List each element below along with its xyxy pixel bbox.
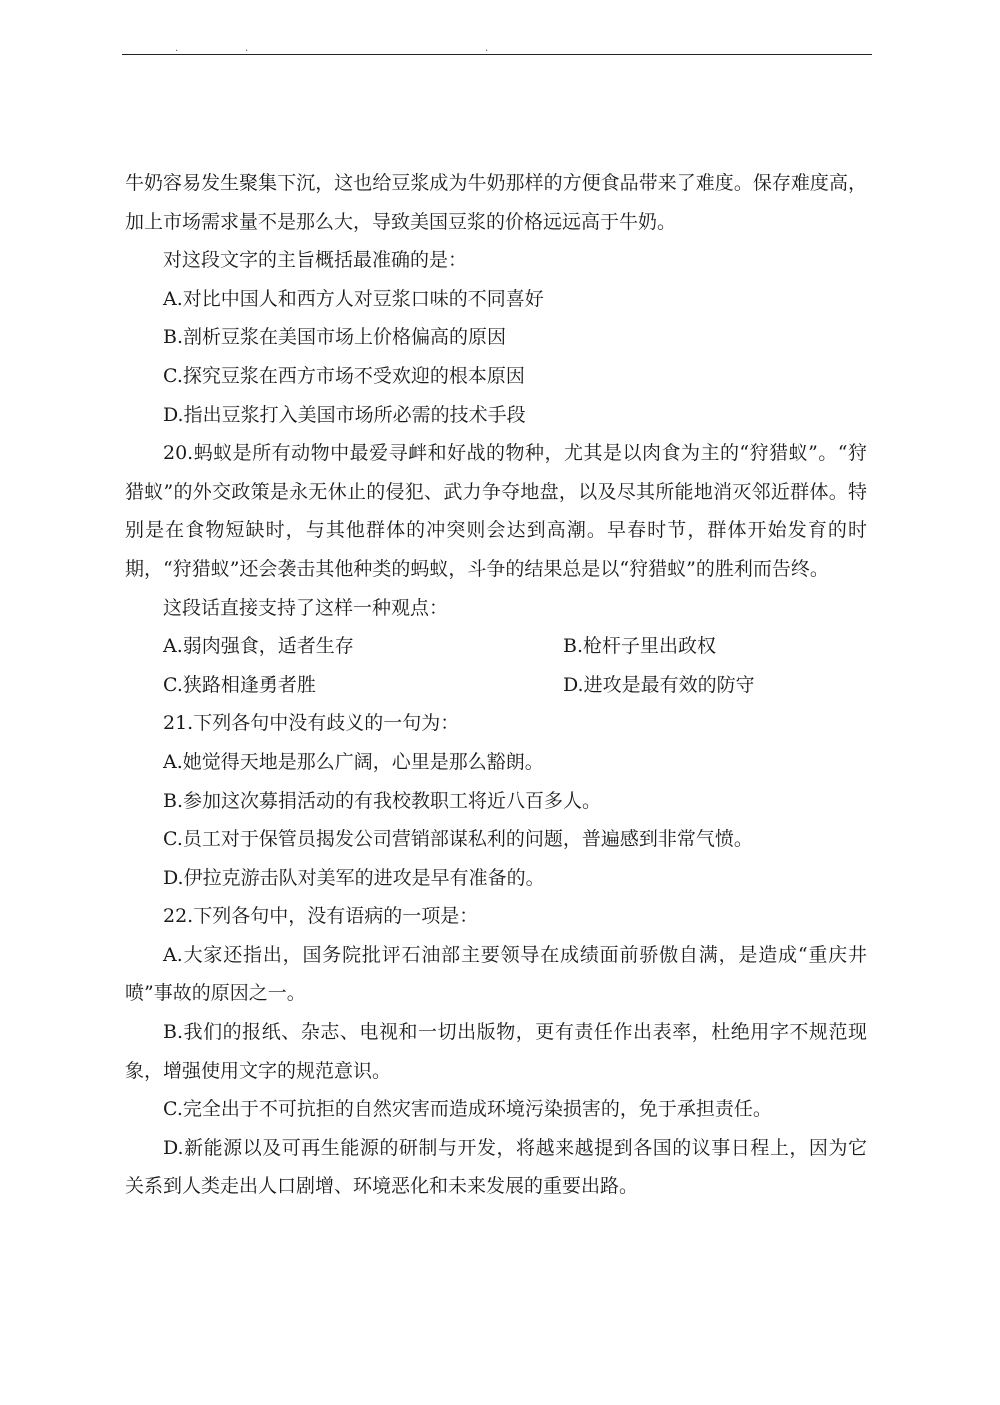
header-mark: . [175,43,179,54]
question-21-option-d: D.伊拉克游击队对美军的进攻是早有准备的。 [163,866,545,889]
question-20-option-b: B.枪杆子里出政权 [563,635,717,658]
question-22-option-d: D.新能源以及可再生能源的研制与开发，将越来越提到各国的议事日程上，因为它关系到人类走出人口剧增、环境恶化和未来发展的重要出路。 [125,1136,867,1198]
question-21-option-a: A.她觉得天地是那么广阔，心里是那么豁朗。 [163,750,544,773]
question-19-prompt: 对这段文字的主旨概括最准确的是： [163,249,468,272]
question-21-option-c: C.员工对于保管员揭发公司营销部谋私利的问题，普遍感到非常气愤。 [163,828,753,851]
header-rule [122,54,872,55]
question-22-option-c: C.完全出于不可抗拒的自然灾害而造成环境污染损害的，免于承担责任。 [163,1098,772,1121]
question-22-option-b: B.我们的报纸、杂志、电视和一切出版物，更有责任作出表率，杜绝用字不规范现象，增强使用文字的规范意识。 [125,1021,867,1082]
question-22-option-a: A.大家还指出，国务院批评石油部主要领导在成绩面前骄傲自满，是造成“重庆井喷”事故的原因之一。 [125,943,867,1005]
question-22-stem: 22.下列各句中，没有语病的一项是： [163,905,479,928]
question-21-stem: 21.下列各句中没有歧义的一句为： [163,712,460,735]
question-19-option-b: B.剖析豆浆在美国市场上价格偏高的原因 [163,326,507,349]
question-20-option-a: A.弱肉强食，适者生存 [163,635,354,658]
question-20-options-row-2 [125,666,867,705]
header-mark: . [485,43,489,54]
document-body [125,164,867,1206]
question-20-prompt: 这段话直接支持了这样一种观点： [163,596,449,619]
question-20-options-row-1 [125,627,867,666]
question-19-option-c: C.探究豆浆在西方市场不受欢迎的根本原因 [163,364,525,387]
intro-paragraph: 牛奶容易发生聚集下沉，这也给豆浆成为牛奶那样的方便食品带来了难度。保存难度高，加上市场需求量不是那么大，导致美国豆浆的价格远远高于牛奶。 [125,172,867,233]
question-20-stem: 20.蚂蚁是所有动物中最爱寻衅和好战的物种，尤其是以肉食为主的“狩猎蚁”。“狩猎蚁”的外交政策是永无休止的侵犯、武力争夺地盘，以及尽其所能地消灭邻近群体。特别是在食物短缺时，与其他群体的冲突则会达到高潮。早春时节，群体开始发育的时期，“狩猎蚁”还会袭击其他种类的蚂蚁，斗争的结果总是以“狩猎蚁”的胜利而告终。 [125,442,867,580]
header-mark: . [245,43,249,54]
question-20-option-c: C.狭路相逢勇者胜 [163,673,316,696]
question-19-option-a: A.对比中国人和西方人对豆浆口味的不同喜好 [163,287,544,310]
question-21-option-b: B.参加这次募捐活动的有我校教职工将近八百多人。 [163,789,602,812]
question-20-option-d: D.进攻是最有效的防守 [563,673,755,696]
question-19-option-d: D.指出豆浆打入美国市场所必需的技术手段 [163,403,526,426]
